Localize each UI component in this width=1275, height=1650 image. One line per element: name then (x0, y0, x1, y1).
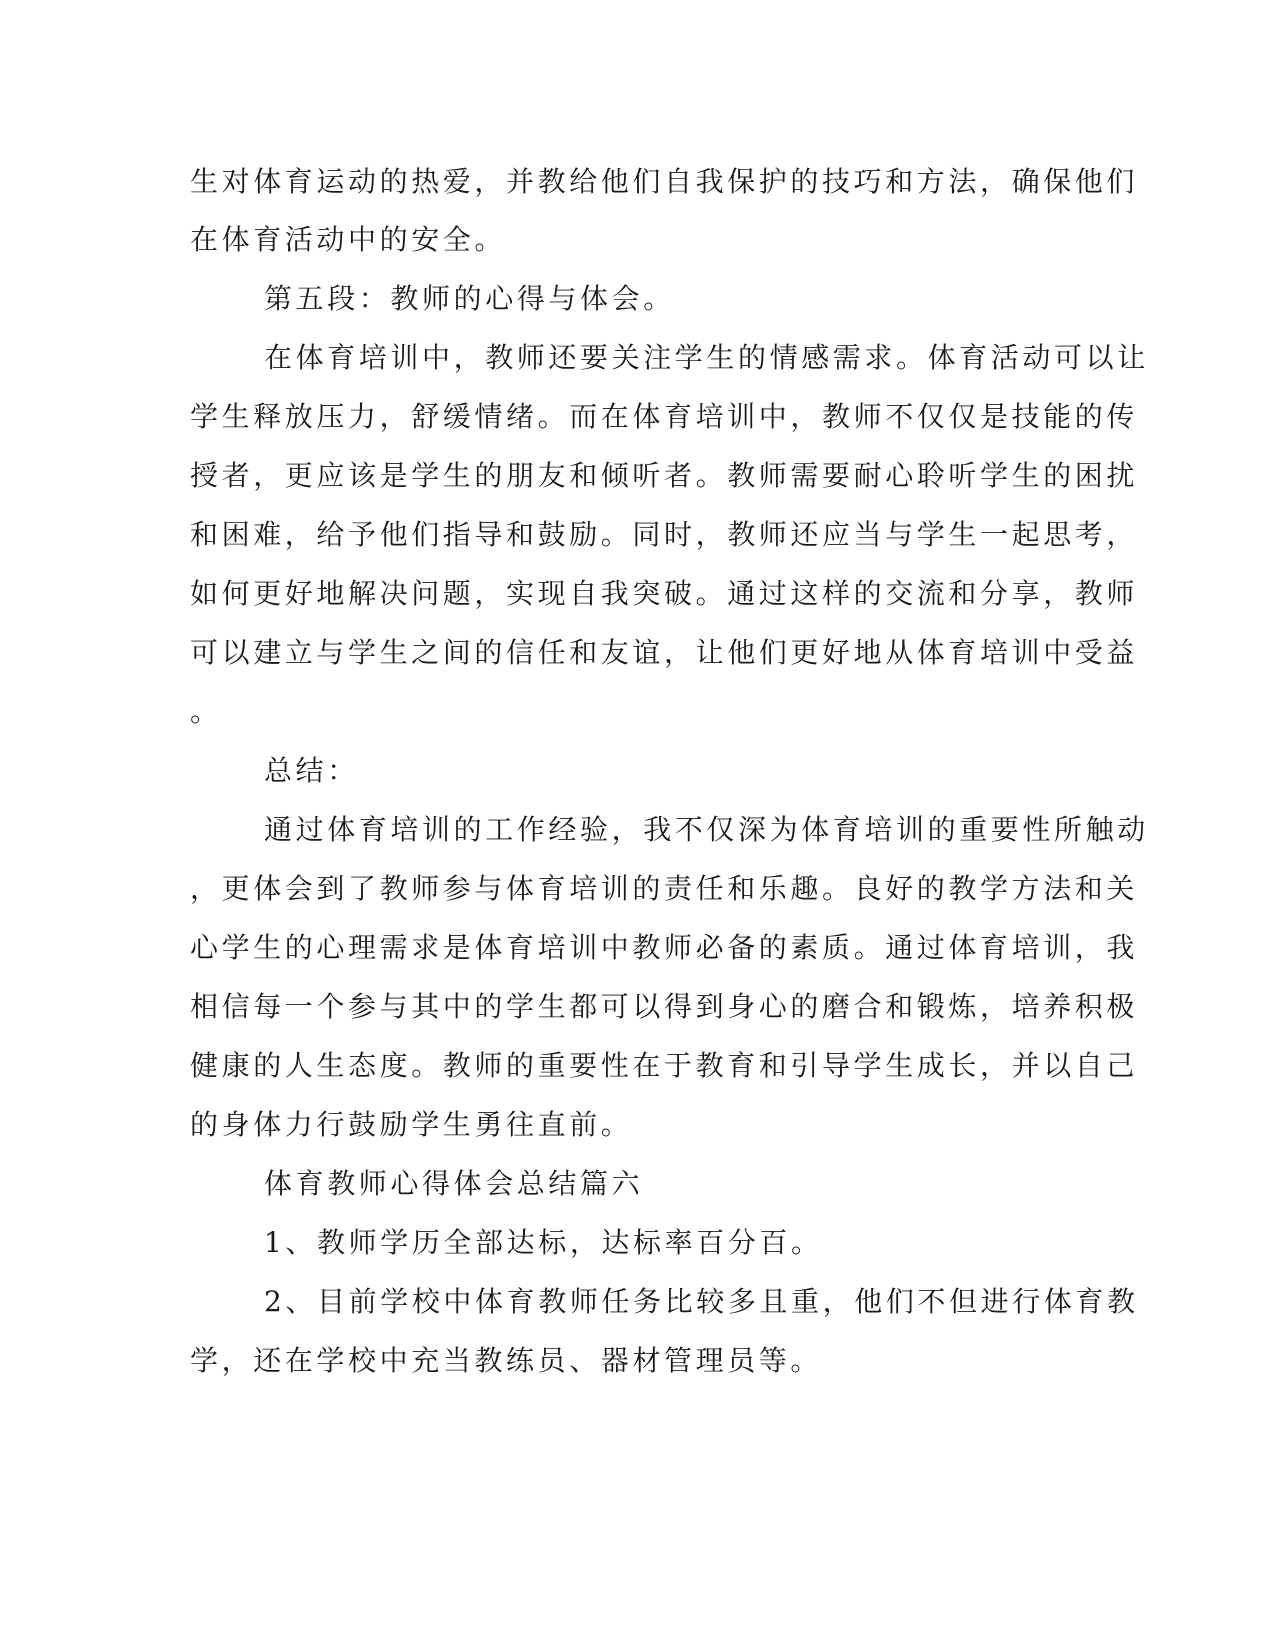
section-heading: 第五段：教师的心得与体会。 (264, 282, 675, 315)
text-line: 如何更好地解决问题，实现自我突破。通过这样的交流和分享，教师 (190, 577, 1139, 610)
text-line: 在体育培训中，教师还要关注学生的情感需求。体育活动可以让 (264, 341, 1149, 374)
text-line: ，更体会到了教师参与体育培训的责任和乐趣。良好的教学方法和关 (190, 872, 1139, 905)
text-line: 授者，更应该是学生的朋友和倾听者。教师需要耐心聆听学生的困扰 (190, 459, 1139, 492)
section-heading: 体育教师心得体会总结篇六 (264, 1167, 644, 1200)
section-heading: 总结： (264, 754, 359, 787)
text-line: 相信每一个参与其中的学生都可以得到身心的磨合和锻炼，培养积极 (190, 990, 1139, 1023)
text-line: 健康的人生态度。教师的重要性在于教育和引导学生成长，并以自己 (190, 1049, 1139, 1082)
text-line: 的身体力行鼓励学生勇往直前。 (190, 1108, 633, 1141)
text-line: 学，还在学校中充当教练员、器材管理员等。 (190, 1344, 823, 1377)
text-line: 。 (190, 695, 222, 728)
text-line: 通过体育培训的工作经验，我不仅深为体育培训的重要性所触动 (264, 813, 1149, 846)
text-line: 可以建立与学生之间的信任和友谊，让他们更好地从体育培训中受益 (190, 636, 1139, 669)
text-line: 心学生的心理需求是体育培训中教师必备的素质。通过体育培训，我 (190, 931, 1139, 964)
text-line: 生对体育运动的热爱，并教给他们自我保护的技巧和方法，确保他们 (190, 165, 1139, 198)
text-line: 学生释放压力，舒缓情绪。而在体育培训中，教师不仅仅是技能的传 (190, 400, 1139, 433)
text-line: 和困难，给予他们指导和鼓励。同时，教师还应当与学生一起思考， (190, 518, 1139, 551)
list-item: 1、教师学历全部达标，达标率百分百。 (264, 1226, 823, 1259)
list-item: 2、目前学校中体育教师任务比较多且重，他们不但进行体育教 (264, 1285, 1139, 1318)
text-line: 在体育活动中的安全。 (190, 223, 507, 256)
